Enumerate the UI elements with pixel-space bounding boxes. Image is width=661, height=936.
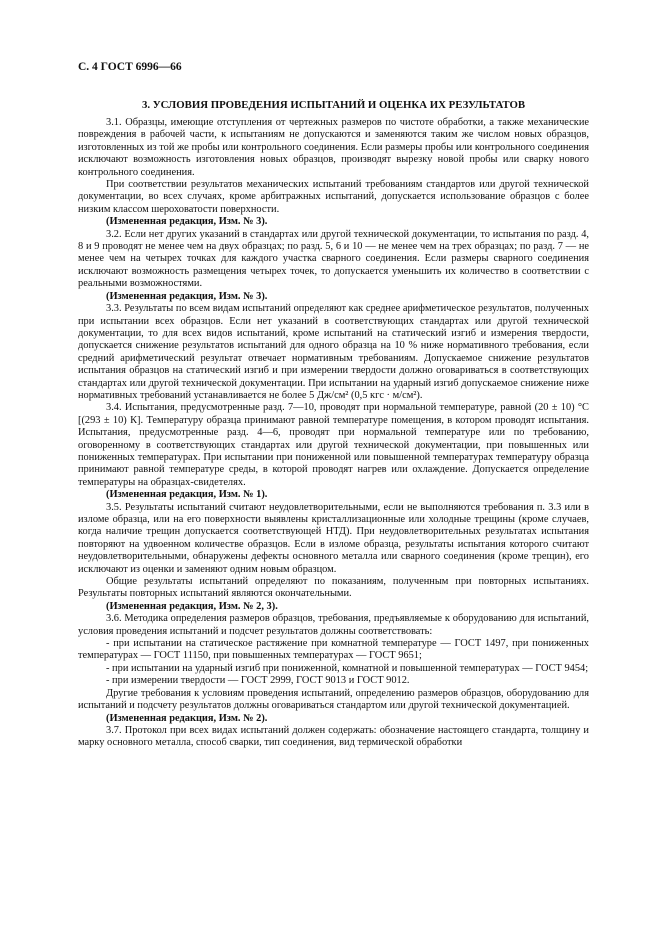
amendment-note: (Измененная редакция, Изм. № 2).	[106, 712, 268, 724]
paragraph: - при испытании на ударный изгиб при пониженной, комнатной и повышенной температурах — ГОСТ 9454;	[106, 662, 589, 674]
paragraph: 3.5. Результаты испытаний считают неудовлетворительными, если не выполняются требования п. 3.3 или в изломе образца, или на его поверхности выявлены кристаллизационные или холодные трещины (кроме случаев, когда наличие трещин допускается соответствующей НТД). При неудовлетворительных результатах испытания повторяют на удвоенном количестве образцов. Если в изломе образца, результаты испытания которого считают неудовлетворительными, обнаружены дефекты основного металла или сварного соединения (кроме трещин), его исключают из оценки и заменяют одним новым образцом.	[78, 501, 589, 575]
paragraph: 3.7. Протокол при всех видах испытаний должен содержать: обозначение настоящего стандарта, толщину и марку основного металла, способ сварки, тип соединения, вид термической обработки	[78, 724, 589, 749]
paragraph: - при испытании на статическое растяжение при комнатной температуре — ГОСТ 1497, при пониженных температурах — ГОСТ 11150, при повышенных температурах — ГОСТ 9651;	[78, 638, 589, 662]
document-body	[78, 117, 589, 750]
paragraph: 3.1. Образцы, имеющие отступления от чертежных размеров по чистоте обработки, а также механические повреждения в рабочей части, к испытаниям не допускаются и заменяются таким же числом новых образцов, изготовленных из той же пробы или контрольного соединения. Если размеры пробы или контрольного соединения исключают возможность изготовления новых образцов, производят вырезку новой пробы или сварку нового контрольного соединения.	[78, 117, 589, 178]
amendment-note: (Измененная редакция, Изм. № 3).	[106, 290, 268, 302]
paragraph: - при измерении твердости — ГОСТ 2999, ГОСТ 9013 и ГОСТ 9012.	[106, 675, 410, 687]
paragraph: 3.4. Испытания, предусмотренные разд. 7—10, проводят при нормальной температуре, равной (20 ± 10) °С [(293 ± 10) К]. Температуру образца принимают равной температуре помещения, в котором проводят испытания. Испытания, предусмотренные разд. 4—6, проводят при нормальной температуре или по требованию, оговоренному в соответствующих стандартах или другой технической документации, при повышенных или пониженных температурах. При испытании при пониженной или повышенной температурах температуру образца принимают равной температуре среды, в которой проводят нагрев или охлаждение. Допускается определение температуры на образцах-свидетелях.	[78, 402, 589, 488]
amendment-note: (Измененная редакция, Изм. № 2, 3).	[106, 600, 278, 612]
paragraph: 3.2. Если нет других указаний в стандартах или другой технической документации, то испытания по разд. 4, 8 и 9 проводят не менее чем на двух образцах; по разд. 5, 6 и 10 — не менее чем на трех образцах; по разд. 7 — не менее чем на четырех точках для каждого участка сварного соединения. Если размеры сварного соединения исключают возможность размещения четырех точек, то допускается уменьшить их количество в соответствии с реальными возможностями.	[78, 228, 589, 290]
amendment-note: (Измененная редакция, Изм. № 1).	[106, 489, 268, 501]
section-title: 3. УСЛОВИЯ ПРОВЕДЕНИЯ ИСПЫТАНИЙ И ОЦЕНКА ИХ РЕЗУЛЬТАТОВ	[141, 99, 526, 111]
paragraph: 3.6. Методика определения размеров образцов, требования, предъявляемые к оборудованию для испытаний, условия проведения испытаний и подсчет результатов должны соответствовать:	[78, 613, 589, 637]
paragraph: При соответствии результатов механических испытаний требованиям стандартов или другой технической документации, во всех случаях, кроме арбитражных испытаний, допускается использование образцов с более низким классом шероховатости поверхности.	[78, 179, 589, 215]
running-header: С. 4 ГОСТ 6996—66	[78, 61, 182, 73]
amendment-note: (Измененная редакция, Изм. № 3).	[106, 216, 268, 228]
paragraph: Другие требования к условиям проведения испытаний, определению размеров образцов, оборудованию для испытаний и подсчету результатов должны оговариваться стандартом или другой технической документацией.	[78, 687, 589, 712]
paragraph: Общие результаты испытаний определяют по показаниям, полученным при повторных испытаниях. Результаты повторных испытаний являются окончательными.	[78, 576, 589, 600]
paragraph: 3.3. Результаты по всем видам испытаний определяют как среднее арифметическое результатов, полученных при испытании всех образцов. Если нет указаний в соответствующих стандартах или другой технической документации, то для всех видов испытаний, кроме испытаний на статический изгиб и измерения твердости, допускается снижение результатов испытаний для одного образца на 10 % ниже нормативного требования, если средний арифметический результат отвечает нормативным требованиям. Допускаемое снижение результатов испытания образцов на статический изгиб и при измерении твердости должно оговариваться в соответствующих стандартах или другой технической документации. При испытании на ударный изгиб допускаемое снижение ниже нормативных требований устанавливается не более 5 Дж/см² (0,5 кгс · м/см²).	[78, 303, 589, 401]
